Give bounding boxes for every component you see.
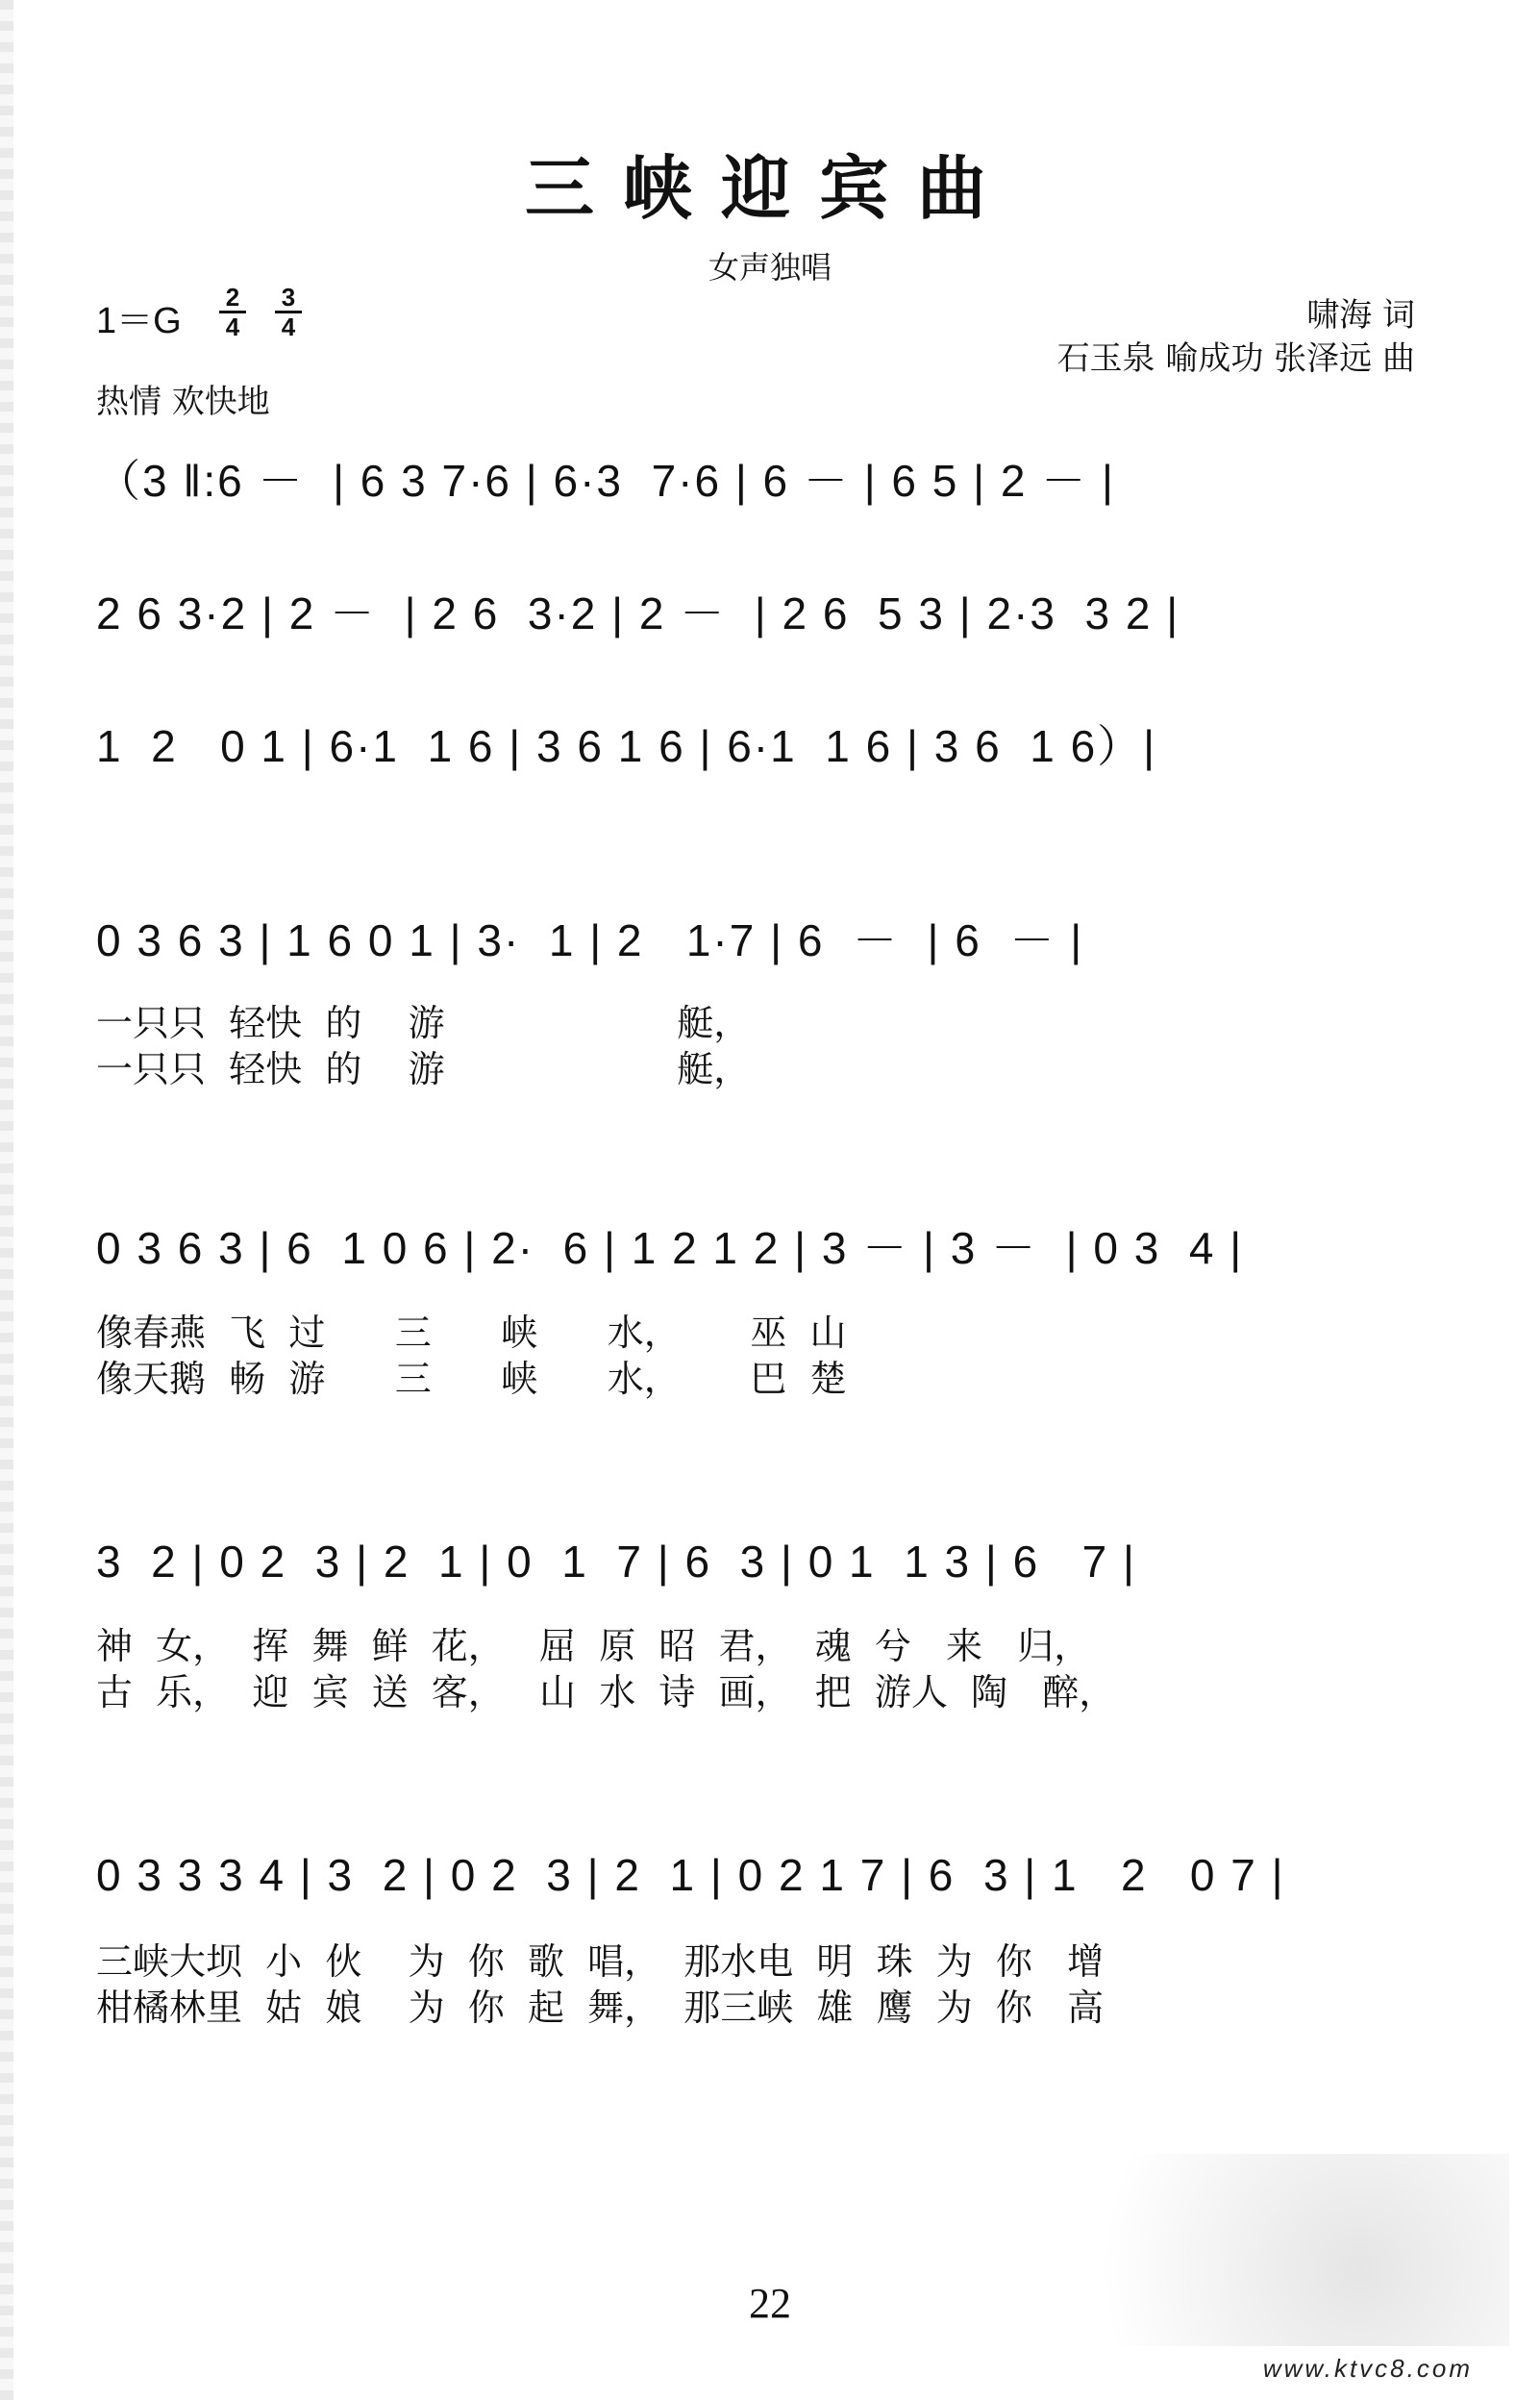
notation-line-6: 3 2 | 0 2 3 | 2 1 | 0 1 7 | 6 3 | 0 1 1 3 | 6 7 | (96, 1537, 1136, 1587)
notation-line-4: 0 3 6 3 | 1 6 0 1 | 3· 1 | 2 1·7 | 6 － | 6 － | (96, 915, 1084, 965)
tempo-marking: 热情 欢快地 (96, 383, 270, 421)
lyric-line-6-verse-1: 神 女， 挥 舞 鲜 花， 屈 原 昭 君， 魂 兮 来 归， (96, 1625, 1091, 1667)
notation-line-7: 0 3 3 3 4 | 3 2 | 0 2 3 | 2 1 | 0 2 1 7 | 6 3 | 1 2 0 7 | (96, 1850, 1285, 1900)
page-edge-strip (0, 0, 13, 2400)
performance-type: 女声独唱 (708, 249, 832, 286)
time-signature-2-numerator: 3 (281, 283, 296, 312)
lyric-line-7-verse-2: 柑橘林里 姑 娘 为 你 起 舞， 那三峡 雄 鹰 为 你 高 (96, 1987, 1105, 2029)
lyric-line-7-verse-1: 三峡大坝 小 伙 为 你 歌 唱， 那水电 明 珠 为 你 增 (96, 1940, 1105, 1983)
time-signature-1-denominator: 4 (225, 312, 240, 341)
lyricist-credit: 啸海 词 (1306, 296, 1415, 335)
time-signature-2-denominator: 4 (281, 312, 296, 341)
notation-line-2: 2 6 3·2 | 2 － | 2 6 3·2 | 2 － | 2 6 5 3 | 2·3 3 2 | (96, 588, 1180, 638)
time-signature-1 (219, 285, 246, 339)
lyric-line-5-verse-1: 像春燕 飞 过 三 峡 水， 巫 山 (96, 1312, 847, 1354)
song-title: 三峡迎宾曲 (524, 147, 1015, 229)
time-signature-2 (275, 285, 302, 339)
key-signature: 1＝G (96, 301, 182, 341)
time-signature-1-numerator: 2 (225, 283, 240, 312)
lyric-line-4-verse-2: 一只只 轻快 的 游 艇， (96, 1048, 751, 1090)
composer-credit: 石玉泉 喻成功 张泽远 曲 (1056, 339, 1415, 378)
site-watermark: www.ktvc8.com (1262, 2354, 1473, 2383)
page-number: 22 (749, 2280, 791, 2327)
lyric-line-4-verse-1: 一只只 轻快 的 游 艇， (96, 1002, 751, 1044)
notation-line-3: 1 2 0 1 | 6·1 1 6 | 3 6 1 6 | 6·1 1 6 | 3 6 1 6）| (96, 721, 1157, 771)
lyric-line-6-verse-2: 古 乐， 迎 宾 送 客， 山 水 诗 画， 把 游人 陶 醉， (96, 1671, 1116, 1713)
lyric-line-5-verse-2: 像天鹅 畅 游 三 峡 水， 巴 楚 (96, 1358, 847, 1400)
notation-line-1: （3 ‖:6 － | 6 3 7·6 | 6·3 7·6 | 6 － | 6 5 | 2 － | (96, 456, 1115, 506)
notation-line-5: 0 3 6 3 | 6 1 0 6 | 2· 6 | 1 2 1 2 | 3 － | 3 － | 0 3 4 | (96, 1223, 1244, 1273)
